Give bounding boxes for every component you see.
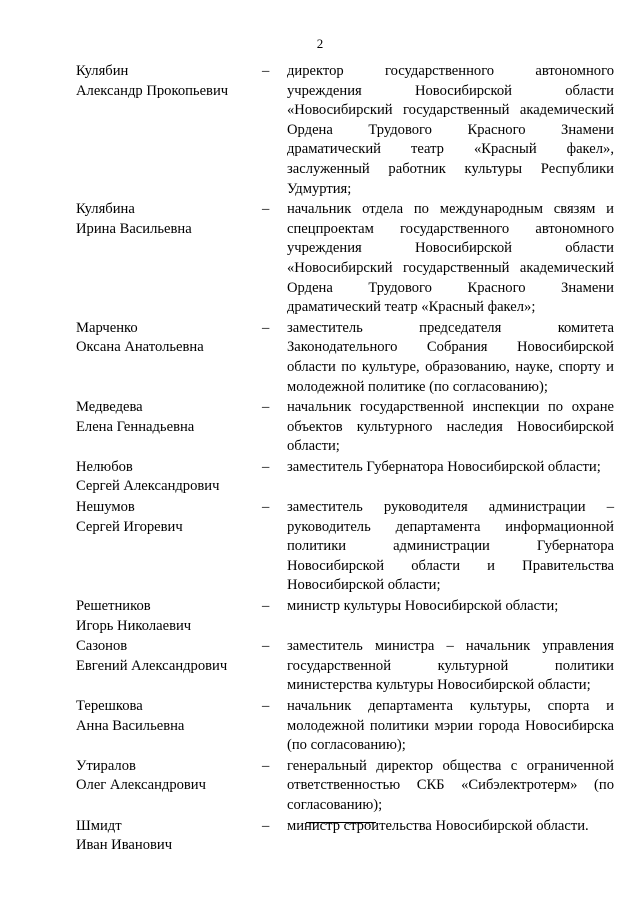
member-name [76, 62, 262, 101]
member-entry [76, 319, 614, 397]
dash-separator: – [262, 499, 270, 516]
member-entry [76, 200, 614, 318]
member-surname: Кулябина [76, 201, 135, 218]
member-position: заместитель председателя комитета Законодательного Собрания Новосибирской области по культуре, образованию, науке, спорту и молодежной политике (по согласованию); [287, 319, 614, 395]
member-surname: Утиралов [76, 757, 136, 774]
member-given-names: Иван Иванович [76, 837, 173, 854]
member-given-names: Игорь Николаевич [76, 617, 192, 634]
member-surname: Нешумов [76, 499, 135, 516]
member-surname: Кулябин [76, 63, 129, 79]
member-name [76, 319, 262, 358]
member-entry [76, 62, 614, 199]
member-given-names: Евгений Александрович [76, 657, 228, 674]
member-name [76, 757, 262, 796]
member-entry [76, 458, 614, 497]
member-position: заместитель руководителя администрации – руководитель департамента информационной политики администрации Губернатора Новосибирской области и Правительства Новосибирской области; [287, 499, 614, 594]
member-given-names: Анна Васильевна [76, 717, 185, 734]
member-name [76, 597, 262, 636]
member-given-names: Оксана Анатольевна [76, 339, 204, 356]
member-position: министр культуры Новосибирской области; [287, 598, 559, 615]
member-name [76, 458, 262, 497]
member-surname: Нелюбов [76, 458, 133, 475]
member-list [76, 62, 614, 857]
member-given-names: Елена Геннадьевна [76, 418, 195, 435]
member-position: заместитель министра – начальник управления государственной культурной политики министерства культуры Новосибирской области; [287, 638, 614, 694]
member-name [76, 817, 262, 856]
member-given-names: Ирина Васильевна [76, 220, 192, 237]
member-surname: Решетников [76, 598, 151, 615]
member-position: заместитель Губернатора Новосибирской области; [287, 458, 601, 475]
member-position: начальник департамента культуры, спорта и молодежной политики мэрии города Новосибирска (по согласованию); [287, 698, 614, 754]
member-surname: Марченко [76, 319, 138, 336]
dash-separator: – [262, 319, 270, 336]
dash-separator: – [262, 598, 270, 615]
member-position: директор государственного автономного учреждения Новосибирской области «Новосибирский государственный академический Ордена Трудового Красного Знамени драматический театр «Красный факел», заслуженный работник культуры Республики Удмуртия; [287, 63, 614, 197]
member-surname: Терешкова [76, 698, 143, 714]
member-name [76, 637, 262, 676]
member-position: начальник отдела по международным связям и спецпроектам государственного автономного учреждения Новосибирской области «Новосибирский государственный академический Ордена Трудового Красного Знамени драматический театр «Красный факел»; [287, 201, 614, 316]
dash-separator: – [262, 458, 270, 475]
member-entry [76, 637, 614, 696]
dash-separator: – [262, 757, 270, 774]
member-given-names: Сергей Александрович [76, 478, 220, 495]
member-name [76, 398, 262, 437]
dash-separator: – [262, 698, 270, 714]
dash-separator: – [262, 817, 270, 834]
member-position: министр строительства Новосибирской области. [287, 817, 589, 834]
page-number: 2 [316, 36, 324, 51]
member-given-names: Олег Александрович [76, 777, 206, 794]
dash-separator: – [262, 638, 270, 655]
member-surname: Медведева [76, 399, 143, 416]
member-entry [76, 597, 614, 636]
member-position: начальник государственной инспекции по охране объектов культурного наследия Новосибирской области; [287, 399, 614, 455]
member-surname: Сазонов [76, 638, 128, 655]
member-entry [76, 757, 614, 816]
member-entry [76, 498, 614, 596]
member-position: генеральный директор общества с ограниченной ответственностью СКБ «Сибэлектротерм» (по согласованию); [287, 757, 614, 813]
dash-separator: – [262, 63, 270, 79]
member-given-names: Александр Прокопьевич [76, 82, 229, 99]
member-surname: Шмидт [76, 817, 122, 834]
member-entry [76, 398, 614, 457]
end-of-list-rule [306, 822, 376, 823]
member-given-names: Сергей Игоревич [76, 518, 183, 535]
member-name [76, 200, 262, 239]
member-name [76, 498, 262, 537]
member-entry [76, 697, 614, 756]
dash-separator: – [262, 201, 270, 218]
member-name [76, 697, 262, 736]
dash-separator: – [262, 399, 270, 416]
